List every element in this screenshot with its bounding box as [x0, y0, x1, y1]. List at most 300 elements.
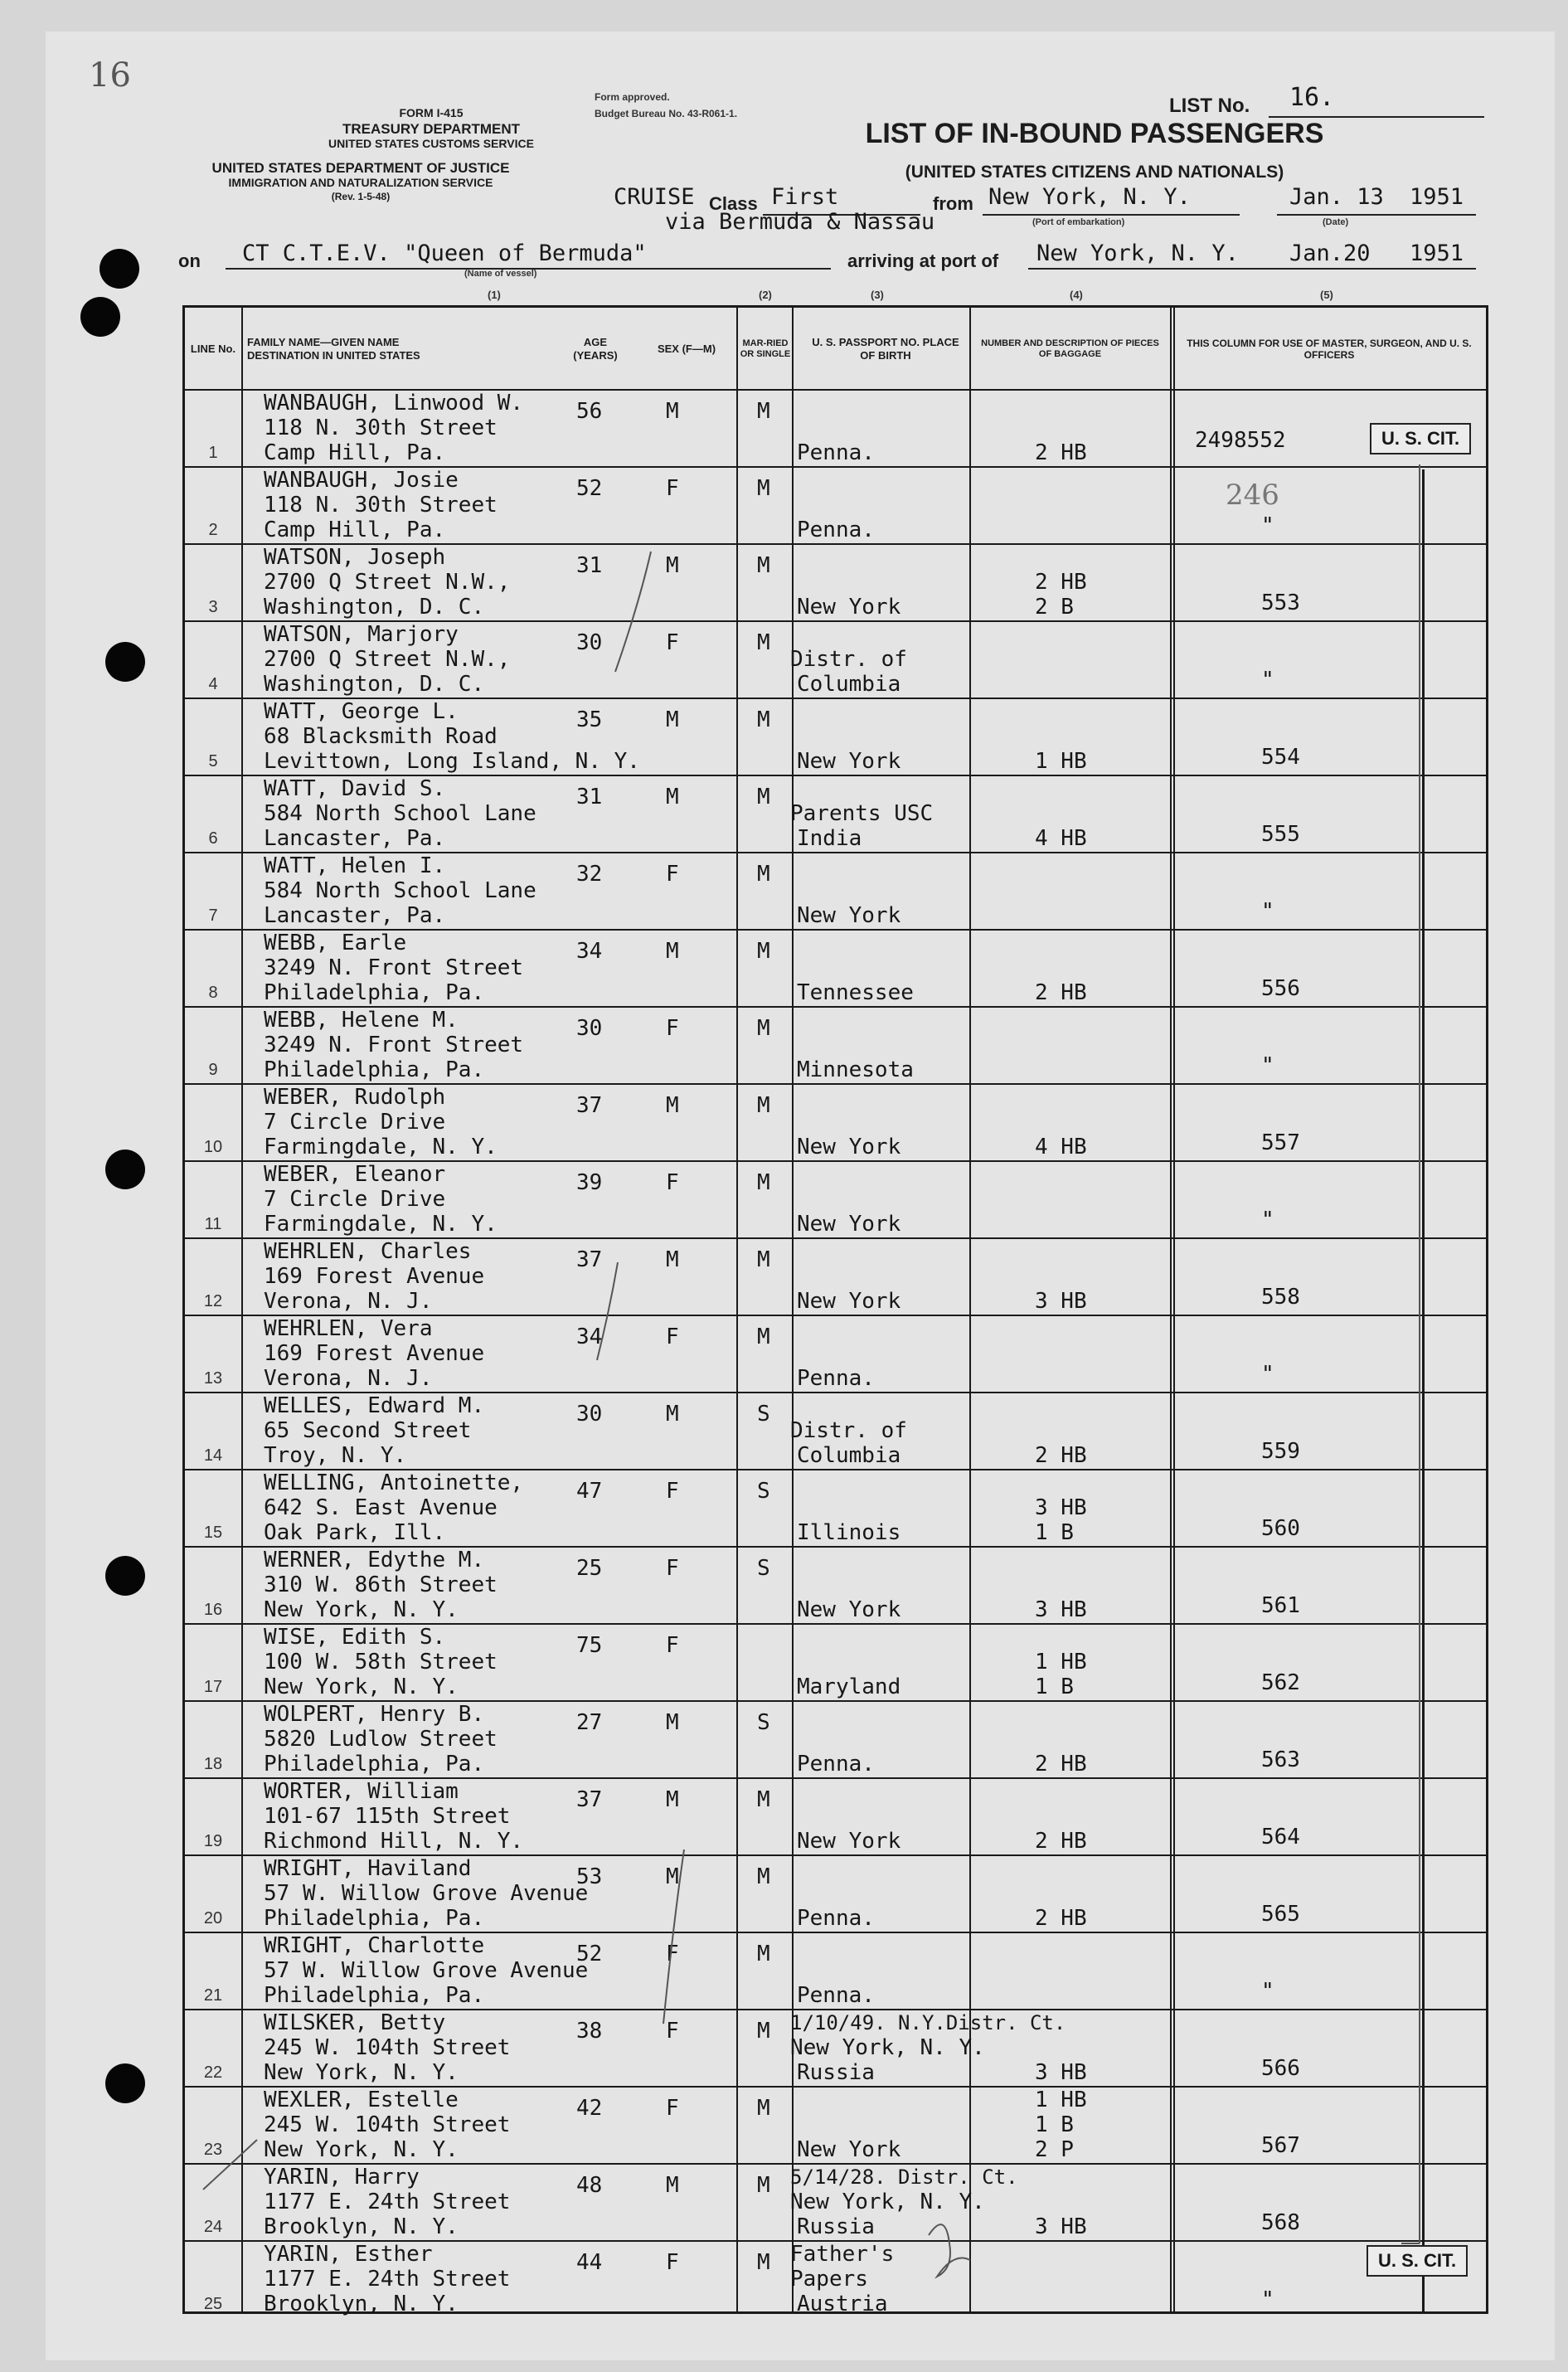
table-row: [185, 1392, 1486, 1469]
table-row: [185, 2009, 1486, 2086]
destination-city: New York, N. Y.: [264, 1597, 459, 1622]
officer-entry: 564: [1261, 1825, 1300, 1849]
street-address: 169 Forest Avenue: [264, 1341, 485, 1366]
punch-hole: [105, 1556, 145, 1596]
street-address: 7 Circle Drive: [264, 1187, 446, 1212]
officer-entry: ": [1261, 1979, 1274, 2004]
passenger-sex: M: [666, 1710, 679, 1735]
table-row: [185, 1777, 1486, 1854]
column-number: (1): [488, 289, 501, 301]
port-caption: (Port of embarkation): [1032, 217, 1125, 227]
passenger-name: WRIGHT, Haviland: [264, 1856, 472, 1881]
line-number: 1: [208, 444, 218, 462]
table-row: [185, 389, 1486, 466]
officer-entry: ": [1261, 1362, 1274, 1387]
street-address: 65 Second Street: [264, 1418, 472, 1443]
passenger-name: WATT, David S.: [264, 776, 446, 801]
passenger-name: WANBAUGH, Linwood W.: [264, 391, 524, 416]
destination-city: Camp Hill, Pa.: [264, 440, 446, 465]
marital-status: M: [757, 399, 770, 424]
baggage-description: 2 HB: [1035, 1829, 1087, 1854]
marital-status: M: [757, 2250, 770, 2275]
header-line-no: LINE No.: [190, 343, 236, 356]
punch-hole: [105, 2063, 145, 2103]
table-row: [185, 1854, 1486, 1932]
street-address: 118 N. 30th Street: [264, 493, 498, 518]
marital-status: M: [757, 2173, 770, 2198]
passenger-name: WRIGHT, Charlotte: [264, 1933, 485, 1958]
header-age: AGE (YEARS): [573, 336, 618, 362]
officer-entry: ": [1261, 668, 1274, 693]
destination-city: New York, N. Y.: [264, 2137, 459, 2162]
marital-status: M: [757, 2096, 770, 2121]
officer-entry: 565: [1261, 1902, 1300, 1927]
passenger-sex: M: [666, 1093, 679, 1118]
place-of-birth: New York: [797, 2137, 901, 2162]
form-revision: (Rev. 1-5-48): [331, 191, 391, 202]
passenger-name: WOLPERT, Henry B.: [264, 1702, 485, 1727]
place-of-birth: Penna.: [797, 1906, 875, 1931]
cruise-mark: CRUISE: [614, 184, 695, 210]
street-address: 3249 N. Front Street: [264, 955, 524, 980]
corner-page-mark: 16: [89, 56, 131, 95]
line-number: 24: [203, 2218, 223, 2236]
table-row: [185, 1083, 1486, 1160]
passenger-sex: F: [666, 2250, 679, 2275]
destination-city: Brooklyn, N. Y.: [264, 2292, 459, 2316]
place-of-birth: New York: [797, 1135, 901, 1159]
column-number: (2): [759, 289, 772, 301]
baggage-description: 4 HB: [1035, 1135, 1087, 1159]
passenger-name: WEHRLEN, Charles: [264, 1239, 472, 1264]
baggage-description: 2 HB: [1035, 1906, 1087, 1931]
table-row: [185, 1469, 1486, 1546]
destination-city: Richmond Hill, N. Y.: [264, 1829, 524, 1854]
passport-info: Distr. of: [790, 1418, 907, 1443]
passenger-age: 30: [576, 630, 603, 655]
us-citizen-stamp-top: U. S. CIT.: [1370, 423, 1471, 454]
destination-city: Philadelphia, Pa.: [264, 980, 485, 1005]
header-passport: U. S. PASSPORT NO. PLACE OF BIRTH: [812, 336, 959, 362]
line-number: 17: [203, 1678, 223, 1696]
line-number: 11: [204, 1215, 222, 1233]
passenger-sex: M: [666, 2173, 679, 2198]
officer-entry: 2498552: [1195, 428, 1286, 453]
marital-status: M: [757, 1942, 770, 1966]
passenger-age: 31: [576, 553, 603, 578]
passenger-age: 34: [576, 939, 603, 964]
baggage-description: 2 HB: [1035, 1752, 1087, 1777]
line-number: 20: [203, 1909, 223, 1927]
passenger-sex: M: [666, 553, 679, 578]
baggage-description: 1 B: [1035, 1520, 1074, 1545]
street-address: 100 W. 58th Street: [264, 1650, 498, 1674]
destination-city: Lancaster, Pa.: [264, 826, 446, 851]
passenger-name: YARIN, Esther: [264, 2242, 433, 2267]
baggage-description: 3 HB: [1035, 2060, 1087, 2085]
destination-city: Philadelphia, Pa.: [264, 1057, 485, 1082]
passport-info: 1/10/49. N.Y.Distr. Ct.: [790, 2011, 1066, 2034]
destination-city: Lancaster, Pa.: [264, 903, 446, 928]
passenger-table: [182, 305, 1488, 2314]
street-address: 642 S. East Avenue: [264, 1495, 498, 1520]
table-row: [185, 543, 1486, 620]
table-row: [185, 1160, 1486, 1237]
street-address: 310 W. 86th Street: [264, 1572, 498, 1597]
marital-status: M: [757, 939, 770, 964]
passenger-name: WEXLER, Estelle: [264, 2088, 459, 2112]
marital-status: M: [757, 476, 770, 501]
passenger-name: WEHRLEN, Vera: [264, 1316, 433, 1341]
street-address: 245 W. 104th Street: [264, 2112, 511, 2137]
line-number: 5: [208, 752, 218, 770]
table-row: [185, 1700, 1486, 1777]
marital-status: M: [757, 553, 770, 578]
baggage-description: 3 HB: [1035, 1289, 1087, 1314]
baggage-description: 1 HB: [1035, 2088, 1087, 2112]
passenger-sex: F: [666, 1479, 679, 1504]
officer-entry: 556: [1261, 976, 1300, 1001]
passport-info: Papers: [790, 2267, 868, 2292]
passport-info: Father's: [790, 2242, 895, 2267]
place-of-birth: India: [797, 826, 862, 851]
destination-city: Farmingdale, N. Y.: [264, 1212, 498, 1237]
us-citizen-stamp-bottom: U. S. CIT.: [1367, 2245, 1468, 2277]
on-label: on: [178, 250, 201, 271]
passport-info: Parents USC: [790, 801, 934, 826]
street-address: 584 North School Lane: [264, 878, 536, 903]
destination-city: Verona, N. J.: [264, 1289, 433, 1314]
passenger-age: 52: [576, 476, 603, 501]
passenger-sex: M: [666, 939, 679, 964]
street-address: 1177 E. 24th Street: [264, 2190, 511, 2214]
line-number: 14: [203, 1446, 223, 1465]
baggage-description: 2 HB: [1035, 1443, 1087, 1468]
line-number: 22: [203, 2063, 223, 2082]
passport-info: 5/14/28. Distr. Ct.: [790, 2165, 1018, 2189]
officer-entry: 555: [1261, 822, 1300, 847]
arrival-date-value: Jan.20: [1289, 241, 1371, 266]
via-route: via Bermuda & Nassau: [665, 209, 935, 235]
destination-city: Brooklyn, N. Y.: [264, 2214, 459, 2239]
passenger-name: WATSON, Joseph: [264, 545, 446, 570]
place-of-birth: Penna.: [797, 440, 875, 465]
table-row: [185, 1006, 1486, 1083]
baggage-description: 3 HB: [1035, 1495, 1087, 1520]
punch-hole: [100, 249, 139, 289]
marital-status: S: [757, 1556, 770, 1581]
marital-status: M: [757, 862, 770, 887]
marital-status: M: [757, 1016, 770, 1041]
passenger-age: 37: [576, 1787, 603, 1812]
line-number: 12: [203, 1292, 223, 1310]
baggage-description: 3 HB: [1035, 1597, 1087, 1622]
place-of-birth: Columbia: [797, 672, 901, 697]
officer-entry: ": [1261, 899, 1274, 924]
line-number: 9: [208, 1061, 218, 1079]
destination-city: New York, N. Y.: [264, 2060, 459, 2085]
destination-city: Verona, N. J.: [264, 1366, 433, 1391]
passport-info: New York, N. Y.: [790, 2190, 985, 2214]
place-of-birth: New York: [797, 1597, 901, 1622]
place-of-birth: Penna.: [797, 1983, 875, 2008]
destination-city: Farmingdale, N. Y.: [264, 1135, 498, 1159]
list-no-value: 16.: [1289, 83, 1335, 112]
passenger-age: 42: [576, 2096, 603, 2121]
passenger-sex: F: [666, 1556, 679, 1581]
baggage-description: 1 HB: [1035, 1650, 1087, 1674]
officer-entry: 557: [1261, 1130, 1300, 1155]
treasury-department: TREASURY DEPARTMENT: [342, 121, 521, 137]
header-officers: THIS COLUMN FOR USE OF MASTER, SURGEON, AND U. S. OFFICERS: [1187, 337, 1472, 361]
baggage-description: 1 B: [1035, 1674, 1074, 1699]
vessel-name: CT C.T.E.V. "Queen of Bermuda": [242, 241, 647, 266]
passenger-name: WISE, Edith S.: [264, 1625, 446, 1650]
street-address: 2700 Q Street N.W.,: [264, 570, 511, 595]
officer-entry: 566: [1261, 2056, 1300, 2081]
line-number: 25: [203, 2295, 223, 2313]
destination-city: Washington, D. C.: [264, 672, 485, 697]
date-caption: (Date): [1323, 217, 1349, 227]
punch-hole: [80, 297, 120, 337]
table-row: [185, 620, 1486, 698]
line-number: 15: [203, 1524, 223, 1542]
from-port-value: New York, N. Y.: [988, 184, 1191, 210]
header-sex: SEX (F—M): [657, 343, 716, 356]
passenger-age: 30: [576, 1016, 603, 1041]
column-number: (4): [1070, 289, 1083, 301]
baggage-description: 2 B: [1035, 595, 1074, 620]
passenger-sex: M: [666, 1247, 679, 1272]
line-number: 2: [208, 521, 218, 539]
place-of-birth: New York: [797, 1289, 901, 1314]
customs-service: UNITED STATES CUSTOMS SERVICE: [328, 137, 534, 150]
line-number: 21: [203, 1986, 223, 2005]
baggage-description: 2 HB: [1035, 440, 1087, 465]
place-of-birth: New York: [797, 595, 901, 620]
street-address: 1177 E. 24th Street: [264, 2267, 511, 2292]
passenger-age: 52: [576, 1942, 603, 1966]
line-number: 6: [208, 829, 218, 848]
passenger-name: WANBAUGH, Josie: [264, 468, 459, 493]
street-address: 68 Blacksmith Road: [264, 724, 498, 749]
passenger-age: 44: [576, 2250, 603, 2275]
baggage-description: 1 B: [1035, 2112, 1074, 2137]
passenger-sex: F: [666, 2096, 679, 2121]
header-name-destination: FAMILY NAME—GIVEN NAME DESTINATION IN UNITED STATES: [247, 336, 420, 362]
place-of-birth: Penna.: [797, 1752, 875, 1777]
baggage-description: 2 P: [1035, 2137, 1074, 2162]
street-address: 245 W. 104th Street: [264, 2035, 511, 2060]
passenger-age: 47: [576, 1479, 603, 1504]
table-row: [185, 775, 1486, 852]
baggage-description: 2 HB: [1035, 980, 1087, 1005]
arrival-year-value: 1951: [1410, 241, 1464, 266]
marital-status: M: [757, 1093, 770, 1118]
passenger-name: WATT, Helen I.: [264, 853, 446, 878]
passenger-age: 35: [576, 707, 603, 732]
line-number: 8: [208, 984, 218, 1002]
passenger-name: WATSON, Marjory: [264, 622, 459, 647]
place-of-birth: New York: [797, 1212, 901, 1237]
marital-status: M: [757, 1787, 770, 1812]
passenger-age: 34: [576, 1325, 603, 1349]
destination-city: New York, N. Y.: [264, 1674, 459, 1699]
punch-hole: [105, 1150, 145, 1189]
marital-status: M: [757, 1864, 770, 1889]
passenger-age: 56: [576, 399, 603, 424]
street-address: 2700 Q Street N.W.,: [264, 647, 511, 672]
passenger-age: 32: [576, 862, 603, 887]
street-address: 3249 N. Front Street: [264, 1033, 524, 1057]
marital-status: S: [757, 1402, 770, 1427]
place-of-birth: New York: [797, 749, 901, 774]
marital-status: M: [757, 2019, 770, 2044]
passenger-sex: F: [666, 1942, 679, 1966]
place-of-birth: Penna.: [797, 1366, 875, 1391]
place-of-birth: Tennessee: [797, 980, 914, 1005]
officer-entry: 553: [1261, 591, 1300, 615]
officer-entry: ": [1261, 1208, 1274, 1232]
street-address: 7 Circle Drive: [264, 1110, 446, 1135]
destination-city: Philadelphia, Pa.: [264, 1752, 485, 1777]
street-address: 57 W. Willow Grove Avenue: [264, 1958, 589, 1983]
passenger-name: YARIN, Harry: [264, 2165, 420, 2190]
passenger-sex: M: [666, 707, 679, 732]
marital-status: M: [757, 630, 770, 655]
passenger-age: 27: [576, 1710, 603, 1735]
baggage-description: 4 HB: [1035, 826, 1087, 851]
officer-entry: 558: [1261, 1285, 1300, 1310]
passenger-sex: M: [666, 1864, 679, 1889]
officer-entry: 563: [1261, 1747, 1300, 1772]
place-of-birth: Penna.: [797, 518, 875, 542]
passenger-sex: M: [666, 1402, 679, 1427]
passenger-age: 25: [576, 1556, 603, 1581]
place-of-birth: New York: [797, 903, 901, 928]
table-row: [185, 1932, 1486, 2009]
passenger-age: 37: [576, 1247, 603, 1272]
place-of-birth: Illinois: [797, 1520, 901, 1545]
pencil-annotation: 246: [1226, 479, 1279, 512]
passenger-name: WELLES, Edward M.: [264, 1393, 485, 1418]
arriving-label: arriving at port of: [847, 250, 999, 271]
officer-entry: 554: [1261, 745, 1300, 770]
arrival-port-value: New York, N. Y.: [1036, 241, 1239, 266]
passenger-age: 75: [576, 1633, 603, 1658]
table-row: [185, 1237, 1486, 1315]
officer-entry: 567: [1261, 2133, 1300, 2158]
marital-status: M: [757, 785, 770, 809]
baggage-description: 1 HB: [1035, 749, 1087, 774]
passenger-sex: F: [666, 476, 679, 501]
line-number: 3: [208, 598, 218, 616]
class-label: Class: [709, 193, 758, 214]
place-of-birth: Maryland: [797, 1674, 901, 1699]
baggage-description: 3 HB: [1035, 2214, 1087, 2239]
line-number: 16: [203, 1601, 223, 1619]
passenger-sex: M: [666, 1787, 679, 1812]
passenger-age: 48: [576, 2173, 603, 2198]
list-no-label: LIST No.: [1169, 95, 1250, 117]
table-row: [185, 2240, 1486, 2317]
form-approved: Form approved.: [595, 91, 670, 103]
line-number: 10: [203, 1138, 223, 1156]
officer-entry: 559: [1261, 1439, 1300, 1464]
passenger-sex: F: [666, 1325, 679, 1349]
passenger-age: 30: [576, 1402, 603, 1427]
place-of-birth: Minnesota: [797, 1057, 914, 1082]
table-row: [185, 698, 1486, 775]
destination-city: Troy, N. Y.: [264, 1443, 407, 1468]
vessel-caption: (Name of vessel): [464, 269, 537, 279]
passport-info: Distr. of: [790, 647, 907, 672]
passenger-sex: F: [666, 1170, 679, 1195]
passenger-sex: F: [666, 1016, 679, 1041]
officer-entry: 562: [1261, 1670, 1300, 1695]
immigration-service: IMMIGRATION AND NATURALIZATION SERVICE: [228, 176, 493, 189]
officer-entry: ": [1261, 513, 1274, 538]
line-number: 4: [208, 675, 218, 693]
passenger-sex: M: [666, 785, 679, 809]
line-number: 7: [208, 907, 218, 925]
form-title: LIST OF IN-BOUND PASSENGERS: [865, 118, 1324, 149]
department-of-justice: UNITED STATES DEPARTMENT OF JUSTICE: [211, 160, 510, 176]
passenger-sex: F: [666, 630, 679, 655]
passenger-name: WEBB, Earle: [264, 931, 407, 955]
place-of-birth: Russia: [797, 2214, 875, 2239]
passenger-name: WILSKER, Betty: [264, 2010, 446, 2035]
passenger-sex: M: [666, 399, 679, 424]
marital-status: S: [757, 1710, 770, 1735]
destination-city: Levittown, Long Island, N. Y.: [264, 749, 640, 774]
passenger-name: WELLING, Antoinette,: [264, 1470, 524, 1495]
table-row: [185, 466, 1486, 543]
passenger-age: 53: [576, 1864, 603, 1889]
officer-entry: 561: [1261, 1593, 1300, 1618]
budget-bureau: Budget Bureau No. 43-R061-1.: [595, 108, 738, 119]
passenger-name: WERNER, Edythe M.: [264, 1548, 485, 1572]
passenger-name: WEBER, Rudolph: [264, 1085, 446, 1110]
passenger-age: 38: [576, 2019, 603, 2044]
passenger-name: WEBB, Helene M.: [264, 1008, 459, 1033]
street-address: 118 N. 30th Street: [264, 416, 498, 440]
street-address: 169 Forest Avenue: [264, 1264, 485, 1289]
destination-city: Philadelphia, Pa.: [264, 1983, 485, 2008]
table-row: [185, 1623, 1486, 1700]
officer-entry: ": [1261, 1053, 1274, 1078]
form-subtitle: (UNITED STATES CITIZENS AND NATIONALS): [905, 163, 1284, 182]
passenger-age: 39: [576, 1170, 603, 1195]
line-number: 19: [203, 1832, 223, 1850]
line-number: 23: [203, 2141, 223, 2159]
marital-status: S: [757, 1479, 770, 1504]
departure-date-value: Jan. 13: [1289, 184, 1384, 210]
passport-info: New York, N. Y.: [790, 2035, 985, 2060]
street-address: 101-67 115th Street: [264, 1804, 511, 1829]
class-value: First: [771, 184, 839, 210]
header-married: MAR-RIED OR SINGLE: [740, 338, 791, 359]
place-of-birth: Columbia: [797, 1443, 901, 1468]
passenger-name: WATT, George L.: [264, 699, 459, 724]
table-row: [185, 1546, 1486, 1623]
marital-status: M: [757, 1247, 770, 1272]
passenger-name: WORTER, William: [264, 1779, 459, 1804]
table-row: [185, 929, 1486, 1006]
officer-entry: ": [1261, 2287, 1274, 2312]
baggage-description: 2 HB: [1035, 570, 1087, 595]
column-number: (5): [1320, 289, 1333, 301]
